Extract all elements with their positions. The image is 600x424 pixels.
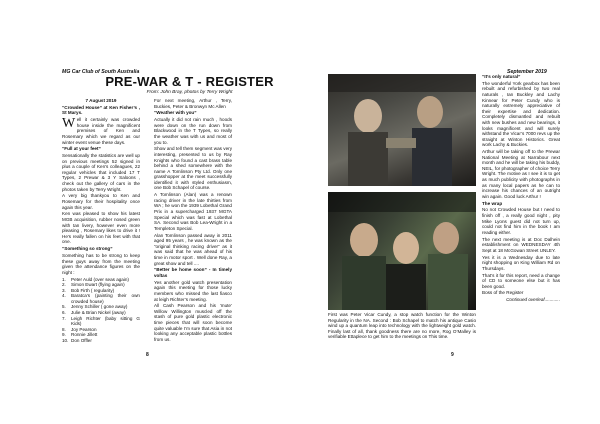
paragraph: Arthur will be taking off to the Prewar National Meeting at Narrabour next month and he will be taking his buddy, NEIL, for photographer of choice Terry Wright. The motive as I see it is to get as much publicity with photographs in as many local papers as he can to increase his chances of an outright win again. Good luck Arthur ! xyxy=(482,149,560,199)
paragraph: Yes another gold watch presentation again this meeting for those lucky members who missed the last fiasco at leigh Richter’s meeting. xyxy=(154,279,232,302)
list-item: 5. Jenny Schiller ( gone away) xyxy=(62,304,128,310)
list-item: 10. Don Offler xyxy=(62,338,92,344)
section-heading: The wrap xyxy=(482,200,503,206)
page-number-left: 8 xyxy=(146,352,149,358)
list-item: 7. Leigh Richter (baby sitting G Kids) xyxy=(62,315,140,327)
photo-top xyxy=(328,74,476,186)
paragraph: A very big thankyou to Ken and Rosemary for their hospitality once again this year. xyxy=(62,193,140,210)
paragraph: Sensationally the statistics are well up on previous meetings 52 signed in plus a couple of Ken’s colleagues, 22 regular vehicles that included 17 T Types, 2 Prewar & 3 Y Saloons , check out the gallery of cars in the photos taken by Terry Wright. xyxy=(62,153,140,192)
paragraph: Well it certainly was crowded house inside the magnificent premises of Ken and Rosemary which we regard as our winter event venue these days. xyxy=(62,116,140,145)
photo-top-image xyxy=(328,74,476,186)
article-title: PRE-WAR & T - REGISTER xyxy=(105,74,274,89)
list-item: 9. Ronnie Jillett xyxy=(62,332,98,338)
section-heading: “It’s only natural” xyxy=(482,74,521,79)
photo-caption: First was Peter Vicar Cundy, a stop watch function for the Winton Regularity in the NA. Second : Bob Schapel to match his antique Casio wind up a quantum leap into technology with the lightweight gold watch. Finally last of all, thank goodness there are no more, Rog O’Malley is verifiable Ettaplece to get him to the meetings on This time. xyxy=(328,312,476,340)
continued-note: Continued overleaf............ xyxy=(506,297,560,303)
page-number-right: 9 xyxy=(451,352,454,358)
photo-bottom-image xyxy=(328,192,476,310)
drop-cap: W xyxy=(62,116,76,132)
list-item: 1. Peter Auld (over seas again) xyxy=(62,276,129,282)
section-heading: “Weather with you” xyxy=(154,110,197,116)
header-club-name: MG Car Club of South Australia xyxy=(62,69,140,75)
paragraph: Something has to be strong to keep these guys away from the meeting given the attendance figures on the night : xyxy=(62,252,140,275)
paragraph: A Tomlinson (Alan) was a renown racing driver in the late thirties from WA ; he won the 1939 Lobethal Grand Prix in a supercharged 1937 MGTA Special which was fast at Lobethal SA. Second was Bob Lea-Wright in a Templeton Special. xyxy=(154,192,232,231)
column-1 xyxy=(62,98,140,344)
list-item: 2. Simon Ewart (flying again) xyxy=(62,282,125,288)
list-item: 8. Joy Pearson xyxy=(62,326,97,332)
paragraph: All Cash Pearson and his ‘mute’ Willow Willington muscled off the stash of pure gold plastic electronic time pieces that will soon become quite valuable I’m sure that Asia in not looking any acceptable plastic bottles from us. xyxy=(154,303,232,342)
paragraph: The next meeting is at Doc Dalhein establishment on WEDNESDAY 4th Sept at 18 McGowan Street UNLEY. xyxy=(482,236,560,253)
paragraph: That’s it for this report, need a change of CD to someone else but it has been good. xyxy=(482,272,560,289)
apologies-list xyxy=(62,277,140,344)
paragraph: Actually it did not rain much , hoods were down on the run down from Blackwood in the T Types, so really the weather was with us and most of you to. xyxy=(154,117,232,145)
meeting-date: 7 August 2019 xyxy=(85,98,117,103)
paragraph: Alan Tomlinson passed away in 2011 aged 95 years , he was known as the “original thinking racing driver” as it was said that he was ahead of his time in motor sport . Well done Ray, a great show and tell .... xyxy=(154,232,232,266)
list-item: 3. Bob Firth ( regularity) xyxy=(62,287,115,293)
paragraph: No not Crowded House but I need to finish off , a really good night , pity Mike Lyons guest did not turn up, could not find him in the book I am reading either. xyxy=(482,207,560,235)
section-heading: “Better be home soon” - In timely voltas xyxy=(154,267,232,278)
header-issue-date: September 2019 xyxy=(507,69,547,75)
section-heading: “Crowded House” at Ken Fisher’s , St Marys. xyxy=(62,104,140,116)
photo-bottom xyxy=(328,192,476,310)
sign-off: Boss of the Register xyxy=(482,290,524,296)
paragraph: The wonderful York gearbox has been rebuilt and refurbished by two real naturals , Ian Buckley and Lachy Kinnear for Peter Cundy who is naturally extremely appreciative of their expertise and dedication. Completely dismantled and rebuilt with new bushes and new bearings, it looks magnificent and will surely withstand the Vicar’s 7000 revs up the straight at Winton Historics. Great work Lachy & Buckies. xyxy=(482,80,560,148)
paragraph: Ken was pleased to show his latest MGB acquisition, rubber nosed green with tan livery, however even more pleasing , Rosemary likes to drive it ! He’s really fallen on his feet with that one. xyxy=(62,211,140,245)
column-4 xyxy=(482,74,560,304)
paragraph: For next meeting, Arthur , Terry, Buckies, Peter & Bronwyn Mc Allen xyxy=(154,98,232,109)
section-heading: “Full at your feet” xyxy=(62,146,101,152)
list-item: 6. Julie & Brian Nickel (away) xyxy=(62,310,126,316)
article-byline: From: John Bray, photos by Terry Wright xyxy=(146,90,233,95)
section-heading: “Something so strong” xyxy=(62,246,113,252)
column-2 xyxy=(154,98,232,344)
list-item: 4. Baratca’s (painting their own crowded house) xyxy=(62,293,140,304)
paragraph: Show and tell them segment was very interesting, presented to us by Ray Knights who found a cast brass table behind a shed somewhere with the name A Tomlinson Pty Ltd. Only one grasshopper at the meet successfully identified it with styled enthusiasm, one Bob Schapel of course. xyxy=(154,146,232,191)
paragraph: Yes it is a Wednesday due to late night shopping on King William Rd on Thursdays. xyxy=(482,254,560,271)
